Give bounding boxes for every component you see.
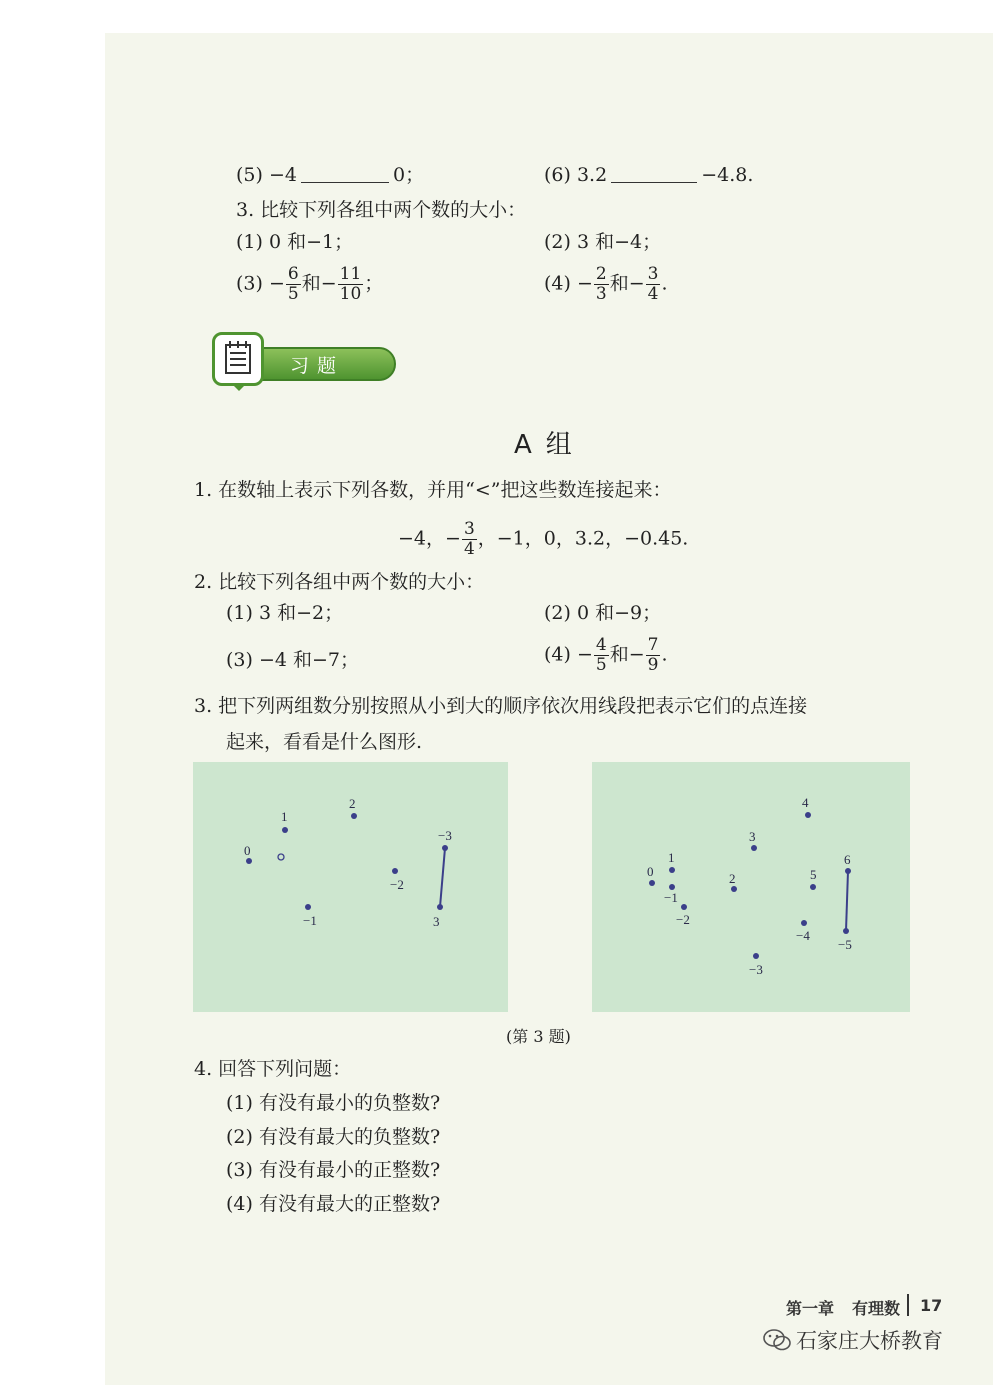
point-4 [805,812,811,818]
point-label: −5 [838,937,852,952]
point-label: 3 [433,914,440,929]
fraction: $\frac{4}{5}$ [595,635,607,675]
point-1 [669,867,675,873]
exercise-banner [190,342,398,386]
point-label: −1 [664,890,678,905]
exercise-4-item: (1) 有没有最小的负整数? [226,1092,441,1114]
segment [440,848,445,907]
point-2 [731,886,737,892]
point-neg4 [801,920,807,926]
exercise-4-title: 4. 回答下列问题： [194,1058,352,1080]
point-neg3 [753,953,759,959]
point-label: 2 [349,796,356,811]
point-label: 3 [749,829,756,844]
segment [846,871,848,931]
figure-right [592,762,910,1012]
exercise-2-p4: (4) − $\frac{4}{5}$ 和− $\frac{7}{9}$ . [544,635,668,675]
wechat-icon [762,1327,792,1353]
point-label: −3 [438,828,452,843]
figure-caption: (第 3 题) [506,1027,571,1046]
fraction: $\frac{11}{10}$ [339,264,362,304]
fraction: $\frac{3}{4}$ [647,264,659,304]
point-label: 2 [729,871,736,886]
point-0 [649,880,655,886]
answer-blank-5[interactable] [301,162,389,183]
top-q3-p4: (4) − $\frac{2}{3}$ 和− $\frac{3}{4}$ . [544,264,668,304]
exercise-2-p1: (1) 3 和−2； [226,602,344,624]
fraction: $\frac{6}{5}$ [287,264,299,304]
exercise-4-item: (3) 有没有最小的正整数? [226,1159,441,1181]
point-label: −2 [390,877,404,892]
top-q3-p3: (3) − $\frac{6}{5}$ 和− $\frac{11}{10}$ ； [236,264,384,304]
top-q3-p2: (2) 3 和−4； [544,231,662,253]
exercise-2-title: 2. 比较下列各组中两个数的大小： [194,571,485,593]
point-label: 0 [244,843,251,858]
banner-arrow-icon [232,384,246,391]
figure-left [193,762,508,1012]
point-0 [246,858,252,864]
fraction: $\frac{7}{9}$ [647,635,659,675]
point-5 [810,884,816,890]
section-title: A组 [514,430,586,460]
point-neg2 [681,904,687,910]
page-number: 17 [920,1296,943,1315]
point-neg1 [305,904,311,910]
top-q3-title: 3. 比较下列各组中两个数的大小： [236,199,527,221]
notebook-icon [212,332,264,386]
exercise-4-item: (4) 有没有最大的正整数? [226,1193,441,1215]
chapter-label: 第一章 [786,1299,835,1318]
point-label: −2 [676,912,690,927]
exercise-3-line1: 3. 把下列两组数分别按照从小到大的顺序依次用线段把表示它们的点连接 [194,695,808,717]
point-label: −4 [796,928,810,943]
point-1 [282,827,288,833]
point-label: 1 [668,850,675,865]
fraction: $\frac{3}{4}$ [463,519,475,559]
exercise-1-title: 1. 在数轴上表示下列各数，并用“<”把这些数连接起来： [194,479,672,501]
exercise-4-item: (2) 有没有最大的负整数? [226,1126,441,1148]
banner-title: 习题 [290,355,345,377]
point-label: 0 [647,864,654,879]
fraction: $\frac{2}{3}$ [595,264,607,304]
item-6: (6) 3.2 −4.8. [544,164,754,186]
exercise-3-line2: 起来，看看是什么图形. [226,731,423,753]
point-neg2 [392,868,398,874]
watermark-text: 石家庄大桥教育 [796,1329,943,1353]
point-label: 1 [281,809,288,824]
item-5: (5) −4 0； [236,164,425,186]
point-label: −1 [303,913,317,928]
exercise-2-p3: (3) −4 和−7； [226,649,360,671]
chapter-title: 有理数 [852,1299,901,1318]
point-label: 5 [810,867,817,882]
point-hollow [278,854,284,860]
exercise-2-p2: (2) 0 和−9； [544,602,662,624]
point-label: 6 [844,852,851,867]
point-2 [351,813,357,819]
exercise-1-numbers: −4，− $\frac{3}{4}$ ，−1，0，3.2，−0.45. [398,519,689,559]
answer-blank-6[interactable] [611,162,697,183]
point-3 [751,845,757,851]
top-q3-p1: (1) 0 和−1； [236,231,354,253]
point-label: −3 [749,962,763,977]
footer-divider [907,1294,909,1316]
point-label: 4 [802,795,809,810]
